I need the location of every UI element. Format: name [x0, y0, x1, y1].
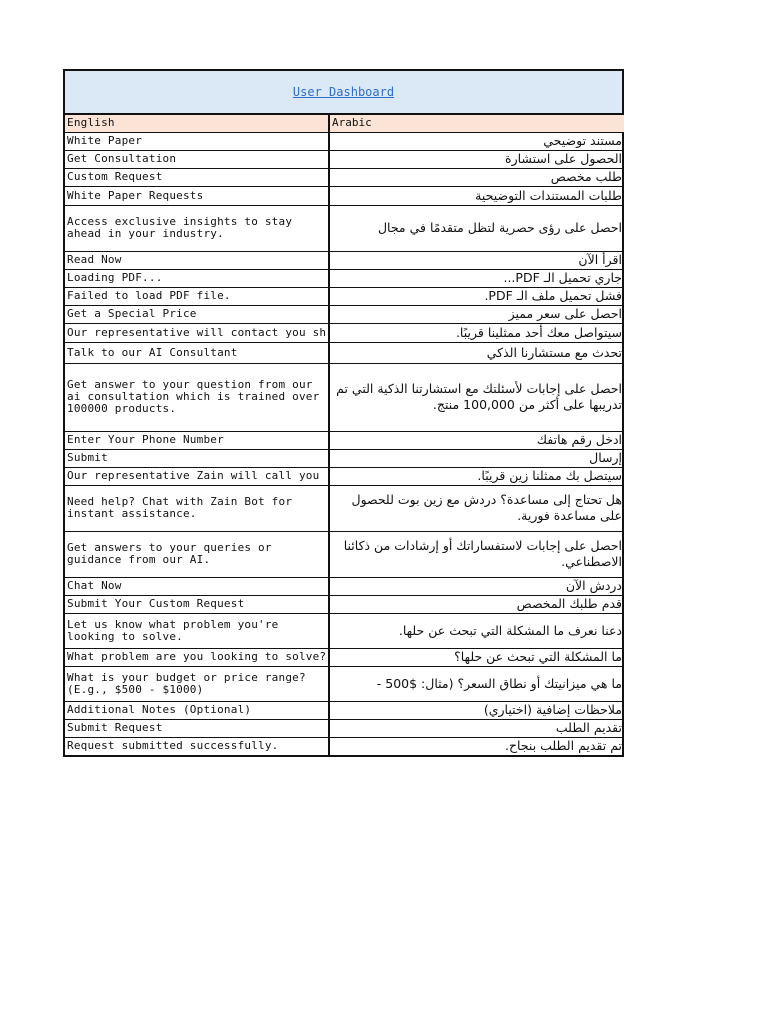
cell-english[interactable]: Get answer to your question from our ai consultation which is trained over 100000 products. — [65, 363, 329, 431]
cell-arabic[interactable]: احصل على إجابات لاستفساراتك أو إرشادات من ذكائنا الاصطناعي. — [329, 531, 624, 577]
cell-english[interactable]: Submit Your Custom Request — [65, 595, 329, 613]
cell-arabic[interactable]: سيتواصل معك أحد ممثلينا قريبًا. — [329, 323, 624, 342]
cell-english[interactable]: Additional Notes (Optional) — [65, 701, 329, 719]
table-row — [65, 431, 624, 449]
cell-english[interactable]: Get a Special Price — [65, 305, 329, 323]
table-row — [65, 150, 624, 168]
cell-arabic[interactable]: مستند توضيحي — [329, 132, 624, 150]
table-row — [65, 613, 624, 648]
cell-english[interactable]: Failed to load PDF file. — [65, 287, 329, 305]
cell-english[interactable]: Our representative will contact you sh — [65, 323, 329, 342]
cell-arabic[interactable]: سيتصل بك ممثلنا زين قريبًا. — [329, 467, 624, 485]
cell-english[interactable]: White Paper — [65, 132, 329, 150]
cell-english[interactable]: Loading PDF... — [65, 269, 329, 287]
table-row — [65, 363, 624, 431]
cell-english[interactable]: Custom Request — [65, 168, 329, 186]
translation-table — [65, 115, 624, 755]
table-row — [65, 485, 624, 531]
column-header-arabic[interactable]: Arabic — [329, 115, 624, 132]
cell-arabic[interactable]: تحدث مع مستشارنا الذكي — [329, 342, 624, 363]
table-row — [65, 719, 624, 737]
table-row — [65, 577, 624, 595]
cell-arabic[interactable]: تقديم الطلب — [329, 719, 624, 737]
cell-english[interactable]: Request submitted successfully. — [65, 737, 329, 755]
cell-arabic[interactable]: دعنا نعرف ما المشكلة التي تبحث عن حلها. — [329, 613, 624, 648]
title-row — [65, 71, 622, 115]
table-row — [65, 287, 624, 305]
table-row — [65, 449, 624, 467]
cell-arabic[interactable]: دردش الآن — [329, 577, 624, 595]
table-row — [65, 205, 624, 251]
translation-sheet — [63, 69, 624, 757]
table-row — [65, 531, 624, 577]
cell-arabic[interactable]: اقرأ الآن — [329, 251, 624, 269]
cell-english[interactable]: White Paper Requests — [65, 186, 329, 205]
cell-arabic[interactable]: الحصول على استشارة — [329, 150, 624, 168]
table-row — [65, 595, 624, 613]
column-header-english[interactable]: English — [65, 115, 329, 132]
cell-arabic[interactable]: إرسال — [329, 449, 624, 467]
cell-arabic[interactable]: ملاحظات إضافية (اختياري) — [329, 701, 624, 719]
cell-english[interactable]: Get answers to your queries or guidance from our AI. — [65, 531, 329, 577]
table-row — [65, 467, 624, 485]
sheet-title-link[interactable]: User Dashboard — [292, 85, 395, 99]
cell-arabic[interactable]: ادخل رقم هاتفك — [329, 431, 624, 449]
cell-arabic[interactable]: قدم طلبك المخصص — [329, 595, 624, 613]
cell-english[interactable]: Access exclusive insights to stay ahead in your industry. — [65, 205, 329, 251]
cell-arabic[interactable]: احصل على رؤى حصرية لتظل متقدمًا في مجال — [329, 205, 624, 251]
cell-english[interactable]: Submit Request — [65, 719, 329, 737]
cell-arabic[interactable]: احصل على إجابات لأسئلتك مع استشارتنا الذكية التي تم تدريبها على أكثر من 100,000 منتج. — [329, 363, 624, 431]
table-row — [65, 168, 624, 186]
cell-arabic[interactable]: طلب مخصص — [329, 168, 624, 186]
cell-english[interactable]: What is your budget or price range? (E.g., $500 - $1000) — [65, 666, 329, 701]
table-row — [65, 342, 624, 363]
cell-english[interactable]: Chat Now — [65, 577, 329, 595]
cell-english[interactable]: What problem are you looking to solve? — [65, 648, 329, 666]
table-row — [65, 186, 624, 205]
cell-english[interactable]: Talk to our AI Consultant — [65, 342, 329, 363]
cell-english[interactable]: Our representative Zain will call you — [65, 467, 329, 485]
cell-english[interactable]: Submit — [65, 449, 329, 467]
cell-arabic[interactable]: ما المشكلة التي تبحث عن حلها؟ — [329, 648, 624, 666]
table-row — [65, 251, 624, 269]
cell-arabic[interactable]: ما هي ميزانيتك أو نطاق السعر؟ (مثال: $500 - — [329, 666, 624, 701]
cell-arabic[interactable]: فشل تحميل ملف الـ PDF. — [329, 287, 624, 305]
table-row — [65, 701, 624, 719]
cell-english[interactable]: Let us know what problem you're looking to solve. — [65, 613, 329, 648]
table-row — [65, 269, 624, 287]
table-row — [65, 666, 624, 701]
table-row — [65, 737, 624, 755]
table-row — [65, 305, 624, 323]
table-row — [65, 132, 624, 150]
table-row — [65, 323, 624, 342]
cell-arabic[interactable]: جاري تحميل الـ PDF... — [329, 269, 624, 287]
cell-english[interactable]: Read Now — [65, 251, 329, 269]
cell-arabic[interactable]: هل تحتاج إلى مساعدة؟ دردش مع زين بوت للحصول على مساعدة فورية. — [329, 485, 624, 531]
cell-arabic[interactable]: تم تقديم الطلب بنجاح. — [505, 738, 622, 754]
table-row — [65, 648, 624, 666]
cell-arabic[interactable]: طلبات المستندات التوضيحية — [329, 186, 624, 205]
cell-english[interactable]: Enter Your Phone Number — [65, 431, 329, 449]
cell-english[interactable]: Need help? Chat with Zain Bot for instant assistance. — [65, 485, 329, 531]
cell-english[interactable]: Get Consultation — [65, 150, 329, 168]
cell-arabic[interactable]: احصل على سعر مميز — [329, 305, 624, 323]
header-row — [65, 115, 624, 132]
